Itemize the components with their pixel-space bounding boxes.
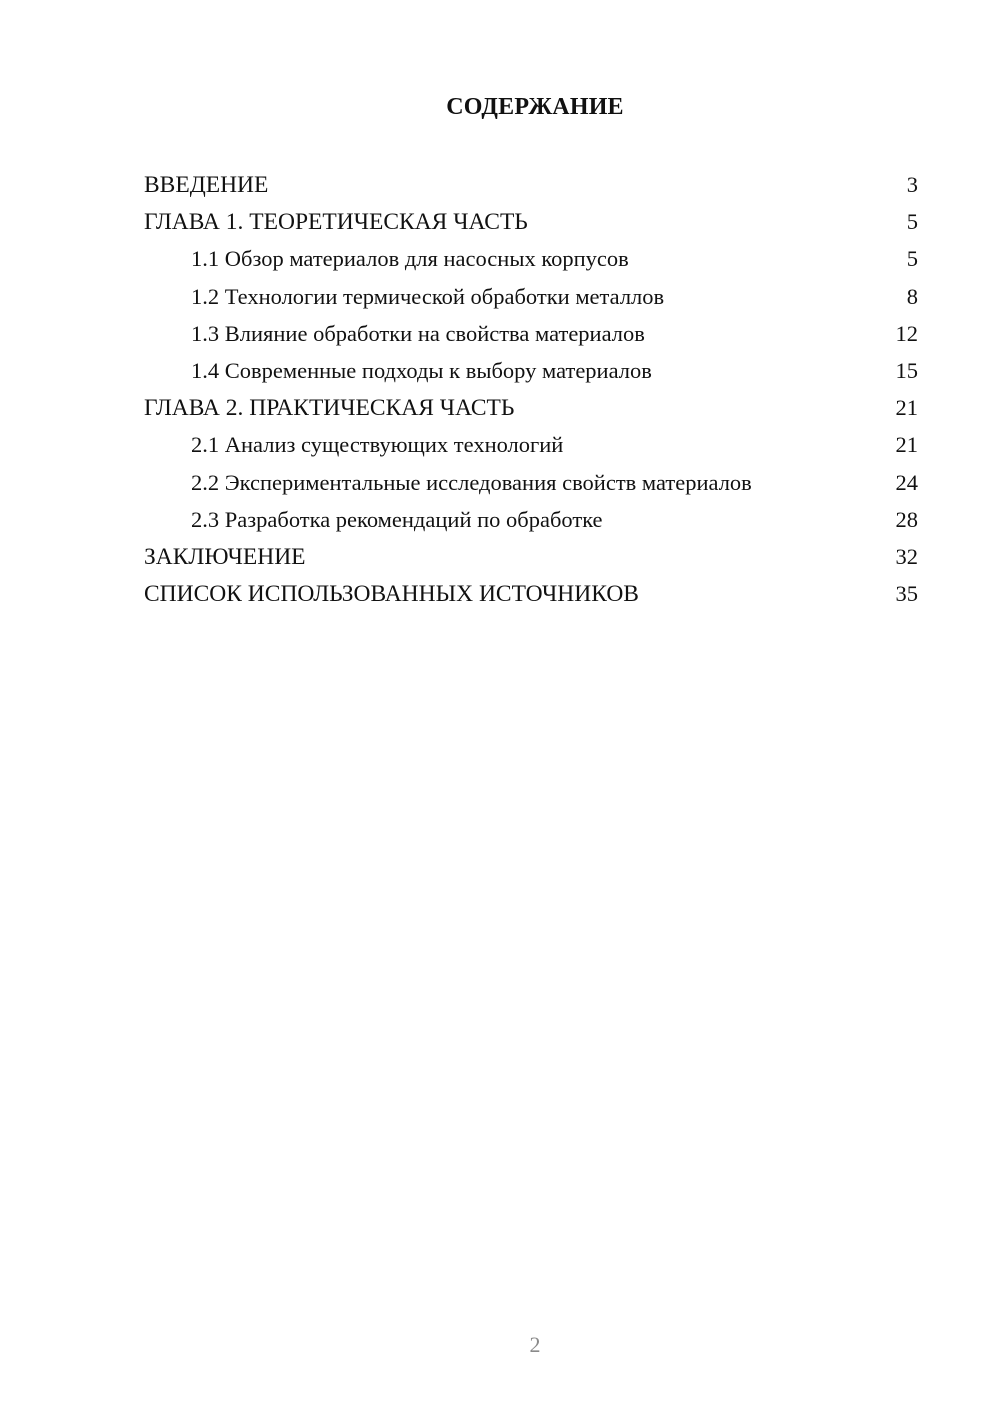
- toc-entry-label: ГЛАВА 1. ТЕОРЕТИЧЕСКАЯ ЧАСТЬ: [144, 209, 528, 236]
- toc-entry-label: ВВЕДЕНИЕ: [144, 172, 269, 198]
- toc-entry-label: 1.1 Обзор материалов для насосных корпусов: [191, 246, 629, 272]
- toc-entry-chapter-1: [144, 203, 918, 240]
- toc-entry-label: 1.4 Современные подходы к выбору материалов: [191, 357, 652, 383]
- toc-entry-page: 5: [906, 246, 918, 272]
- toc-entry-section-1-4: [144, 352, 918, 389]
- page-title: СОДЕРЖАНИЕ: [446, 94, 624, 120]
- toc-entry-label: 2.3 Разработка рекомендаций по обработке: [191, 506, 603, 532]
- toc-entry-section-2-3: [144, 501, 918, 538]
- toc-entry-page: 5: [906, 209, 918, 235]
- toc-entry-page: 12: [895, 320, 918, 346]
- toc-entry-label: ГЛАВА 2. ПРАКТИЧЕСКАЯ ЧАСТЬ: [144, 395, 515, 422]
- toc-entry-section-2-2: [144, 464, 918, 501]
- toc-entry-page: 3: [906, 172, 918, 197]
- toc-entry-page: 35: [895, 581, 918, 607]
- toc-entry-page: 21: [895, 432, 918, 458]
- toc-entry-label: 1.2 Технологии термической обработки металлов: [191, 283, 665, 309]
- toc-entry-page: 28: [895, 506, 918, 532]
- toc-entry-page: 8: [906, 283, 918, 309]
- toc-entry-section-1-3: [144, 315, 918, 352]
- toc-entry-section-1-1: [144, 240, 918, 277]
- toc-entry-label: 2.2 Экспериментальные исследования свойств материалов: [191, 469, 752, 495]
- toc-entry-page: 15: [895, 357, 918, 383]
- toc-entry-label: 1.3 Влияние обработки на свойства материалов: [191, 320, 645, 346]
- toc-entry-label: ЗАКЛЮЧЕНИЕ: [144, 543, 306, 570]
- toc-entry-introduction: [144, 166, 918, 203]
- toc-entry-label: СПИСОК ИСПОЛЬЗОВАННЫХ ИСТОЧНИКОВ: [144, 581, 639, 608]
- toc-entry-references: [144, 575, 918, 612]
- toc-entry-section-1-2: [144, 278, 918, 315]
- page-number: 2: [529, 1332, 541, 1357]
- toc-entry-page: 32: [895, 543, 918, 569]
- toc-entry-conclusion: [144, 538, 918, 575]
- toc-entry-page: 21: [895, 395, 918, 421]
- toc-entry-section-2-1: [144, 426, 918, 463]
- table-of-contents: [144, 166, 918, 612]
- toc-entry-page: 24: [895, 469, 918, 495]
- toc-entry-chapter-2: [144, 389, 918, 426]
- toc-entry-label: 2.1 Анализ существующих технологий: [191, 432, 564, 458]
